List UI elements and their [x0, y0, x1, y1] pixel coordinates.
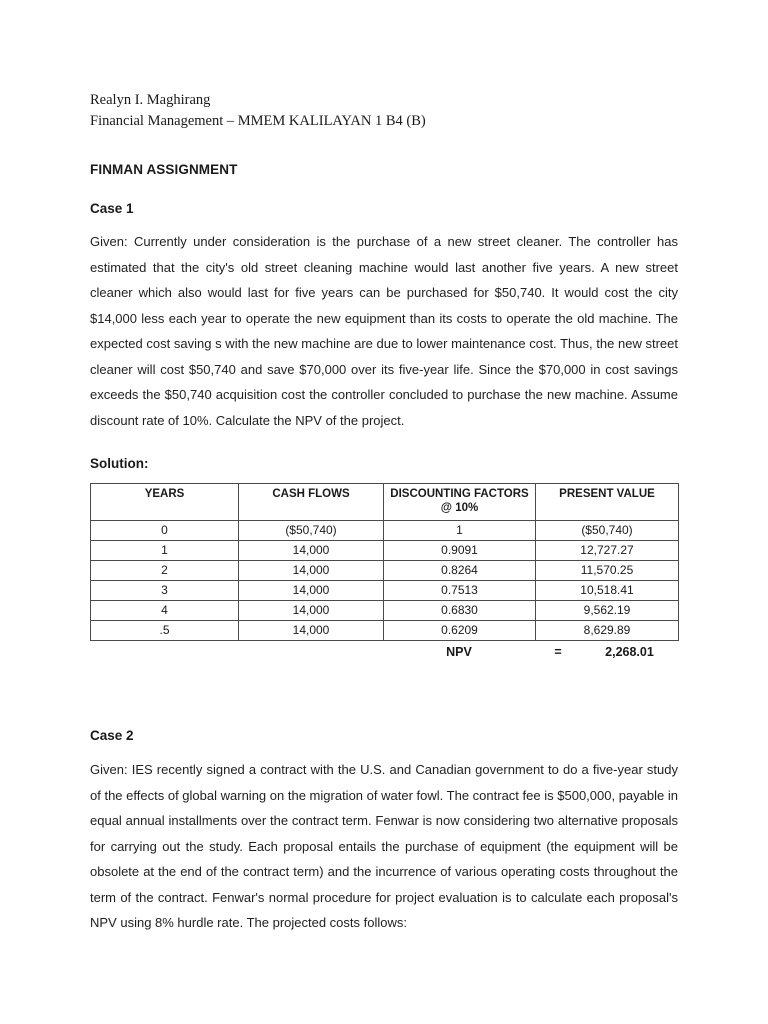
cell-cash-flow: ($50,740) — [239, 521, 384, 541]
student-header — [90, 90, 678, 131]
cell-present-value: 12,727.27 — [536, 541, 679, 561]
cell-factor: 0.6830 — [384, 601, 536, 621]
disc-header-line1: DISCOUNTING FACTORS — [390, 488, 529, 500]
npv-table — [90, 483, 679, 641]
column-header-discounting-factors — [384, 484, 536, 521]
section-spacer — [90, 659, 678, 704]
cell-year: 1 — [91, 541, 239, 561]
cell-cash-flow: 14,000 — [239, 541, 384, 561]
document-body — [90, 90, 678, 936]
cell-present-value: ($50,740) — [536, 521, 679, 541]
cell-factor: 0.6209 — [384, 621, 536, 641]
npv-label: NPV — [446, 645, 472, 659]
cell-cash-flow: 14,000 — [239, 561, 384, 581]
student-name: Realyn I. Maghirang — [90, 92, 211, 108]
cell-present-value: 11,570.25 — [536, 561, 679, 581]
table-row — [91, 541, 679, 561]
cell-present-value: 8,629.89 — [536, 621, 679, 641]
cell-present-value: 10,518.41 — [536, 581, 679, 601]
cell-year: 3 — [91, 581, 239, 601]
table-row — [91, 521, 679, 541]
npv-summary-row — [90, 645, 678, 659]
cell-factor: 0.8264 — [384, 561, 536, 581]
npv-value: 2,268.01 — [605, 645, 654, 659]
assignment-title: FINMAN ASSIGNMENT — [90, 162, 238, 177]
cell-cash-flow: 14,000 — [239, 581, 384, 601]
table-row — [91, 601, 679, 621]
table-row — [91, 621, 679, 641]
npv-spacer-years — [90, 645, 238, 659]
case-1-given-paragraph: Given: Currently under consideration is the purchase of a new street cleaner. The controller has estimated that the city's old street cleaning machine would last another five years. A new street cleaner which also would last for five years can be purchased for $50,740. It would cost the city $14,000 less each year to operate the new equipment than its costs to operate the old machine. The expected cost saving s with the new machine are due to lower maintenance cost. Thus, the new street cleaner will cost $50,740 and save $70,000 over its five-year life. Since the $70,000 in cost savings exceeds the $50,740 acquisition cost the controller concluded to purchase the new machine. Assume discount rate of 10%. Calculate the NPV of the project. — [90, 234, 678, 428]
cell-year: 2 — [91, 561, 239, 581]
cell-year: 4 — [91, 601, 239, 621]
cell-year: .5 — [91, 621, 239, 641]
npv-table-wrapper — [90, 483, 678, 659]
table-row — [91, 561, 679, 581]
disc-header-line2: @ 10% — [440, 502, 479, 514]
table-row — [91, 581, 679, 601]
course-line: Financial Management – MMEM KALILAYAN 1 B4 (B) — [90, 112, 426, 129]
cell-cash-flow: 14,000 — [239, 621, 384, 641]
table-header-row — [91, 484, 679, 521]
npv-equals-sign: = — [554, 645, 562, 659]
cell-cash-flow: 14,000 — [239, 601, 384, 621]
cell-factor: 0.9091 — [384, 541, 536, 561]
case-1-heading: Case 1 — [90, 201, 134, 216]
cell-year: 0 — [91, 521, 239, 541]
column-header-cash-flows: CASH FLOWS — [239, 484, 384, 521]
case-2-given-paragraph: Given: IES recently signed a contract with the U.S. and Canadian government to do a five-year study of the effects of global warning on the migration of water fowl. The contract fee is $500,000, payable in equal annual installments over the contract term. Fenwar is now considering two alternative proposals for carrying out the study. Each proposal entails the purchase of equipment (the equipment will be obsolete at the end of the contract term) and the incurrence of various operating costs throughout the term of the contract. Fenwar's normal procedure for project evaluation is to calculate each proposal's NPV using 8% hurdle rate. The projected costs follows: — [90, 762, 678, 930]
column-header-years: YEARS — [91, 484, 239, 521]
cell-factor: 1 — [384, 521, 536, 541]
npv-spacer-cash — [238, 645, 383, 659]
case-2-heading: Case 2 — [90, 728, 134, 743]
cell-factor: 0.7513 — [384, 581, 536, 601]
column-header-present-value: PRESENT VALUE — [536, 484, 679, 521]
cell-present-value: 9,562.19 — [536, 601, 679, 621]
solution-label: Solution: — [90, 456, 149, 471]
